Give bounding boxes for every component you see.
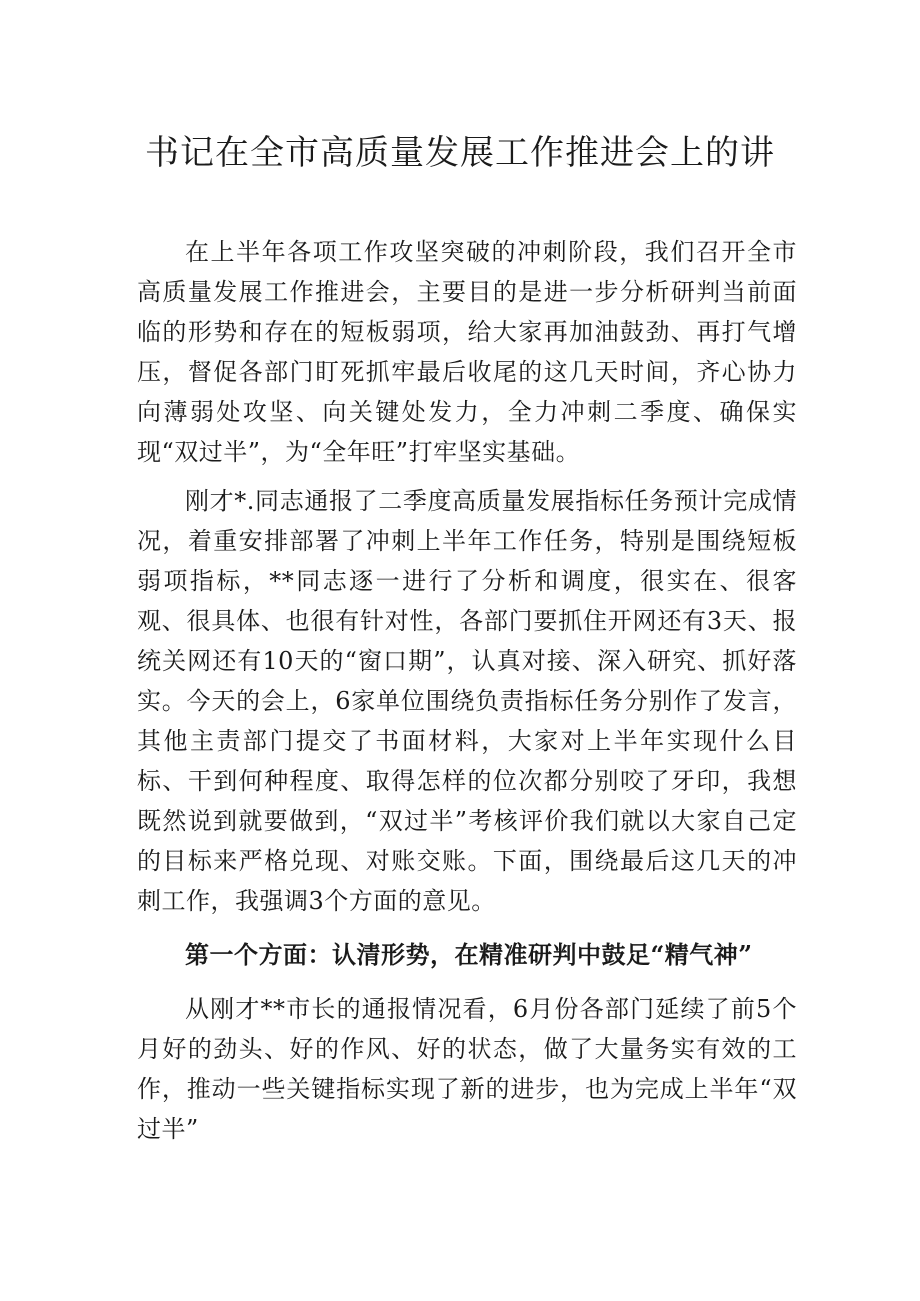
paragraph-section-one: 从刚才**市长的通报情况看，6月份各部门延续了前5个月好的劲头、好的作风、好的状态，做了大量务实有效的工作，推动一些关键指标实现了新的进步，也为完成上半年“双过半” [137,995,797,1143]
paragraph-report-summary: 刚才*.同志通报了二季度高质量发展指标任务预计完成情况，着重安排部署了冲刺上半年工作任务，特别是围绕短板弱项指标，**同志逐一进行了分析和调度，很实在、很客观、很具体、也很有针对性，各部门要抓住开网还有3天、报统关网还有10天的“窗口期”，认真对接、深入研究、抓好落实。今天的会上，6家单位围绕负责指标任务分别作了发言，其他主责部门提交了书面材料，大家对上半年实现什么目标、干到何种程度、取得怎样的位次都分别咬了牙印，我想既然说到就要做到，“双过半”考核评价我们就以大家自己定的目标来严格兑现、对账交账。下面，围绕最后这几天的冲刺工作，我强调3个方面的意见。 [137,487,797,915]
document-body [137,232,797,1158]
paragraph-opening: 在上半年各项工作攻坚突破的冲刺阶段，我们召开全市高质量发展工作推进会，主要目的是进一步分析研判当前面临的形势和存在的短板弱项，给大家再加油鼓劲、再打气增压，督促各部门盯死抓牢最后收尾的这几天时间，齐心协力向薄弱处攻坚、向关键处发力，全力冲刺二季度、确保实现“双过半”，为“全年旺”打牢坚实基础。 [137,238,797,466]
section-heading: 第一个方面：认清形势，在精准研判中鼓足“精气神” [185,940,753,969]
document-title: 书记在全市高质量发展工作推进会上的讲 [145,133,775,173]
